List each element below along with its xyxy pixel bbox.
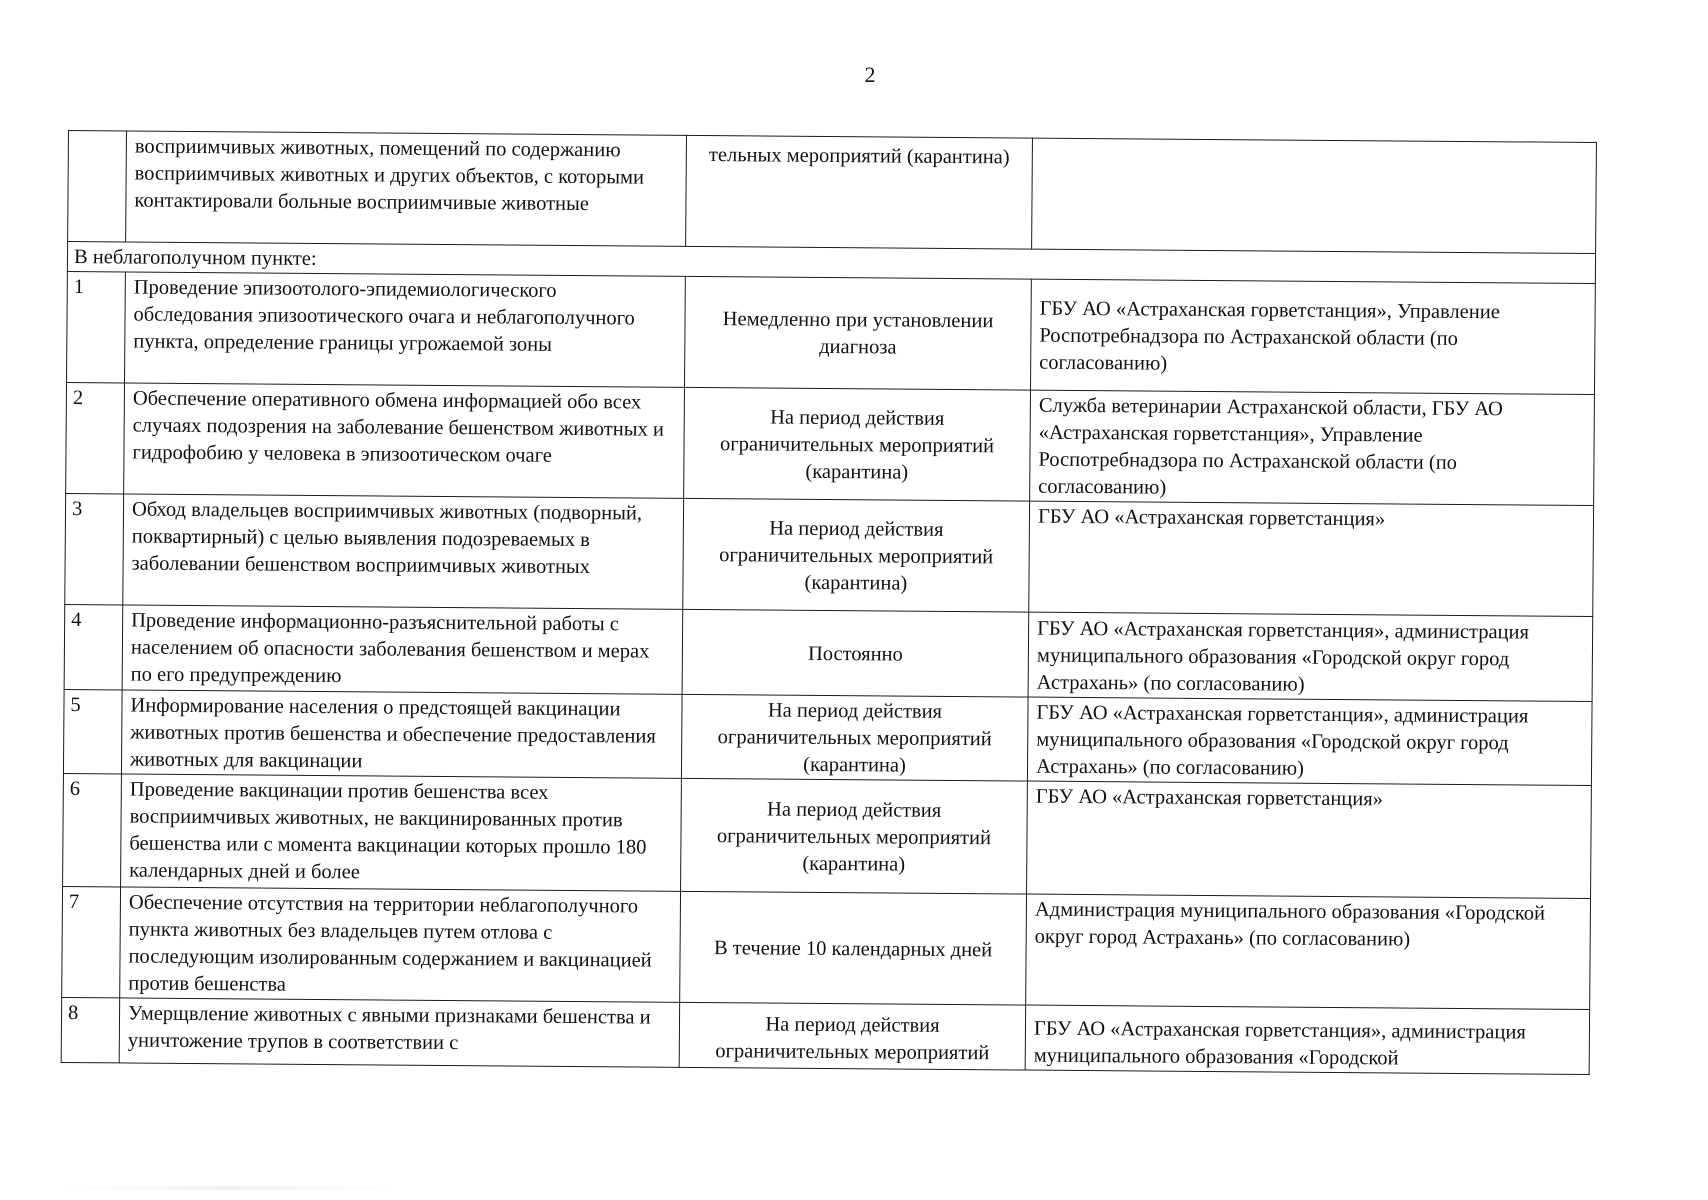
section-heading: В неблагополучном пункте: [67,242,1595,284]
action-cell: восприимчивых животных, помещений по содержанию восприимчивых животных и других объектов, с которыми контактировали больные восприимчивые животные [126,131,687,246]
scan-artifact [60,1186,400,1190]
table-row [63,773,1592,898]
row-number-cell: 5 [63,689,122,773]
row-number-cell: 1 [67,271,126,382]
responsible-cell: ГБУ АО «Астраханская горветстанция» [1027,781,1592,898]
table-row [67,271,1596,394]
term-cell: Постоянно [682,609,1029,697]
row-number-cell: 7 [62,886,121,997]
action-cell: Проведение информационно-разъяснительной работы с населением об опасности заболевания бешенством и мерах по его предупреждению [122,605,683,694]
action-cell: Проведение вакцинации против бешенства всех восприимчивых животных, не вакцинированных против бешенства или с момента вакцинации которых прошло 180 календарных дней и более [121,774,682,891]
term-cell: На период действия ограничительных мероприятий (карантина) [683,498,1030,612]
table-row-continuation [68,131,1597,254]
term-cell: На период действия ограничительных мероприятий (карантина) [684,387,1031,501]
responsible-cell: ГБУ АО «Астраханская горветстанция», администрация муниципального образования «Городской округ город Астрахань» (по согласованию) [1028,612,1593,701]
table-row [61,997,1589,1074]
action-cell: Проведение эпизоотолого-эпидемиологического обследования эпизоотического очага и неблагополучного пункта, определение границы угрожаемой зоны [125,272,686,387]
responsible-cell: ГБУ АО «Астраханская горветстанция», Управление Роспотребнадзора по Астраханской области (по согласованию) [1030,279,1595,394]
responsible-cell: Служба ветеринарии Астраханской области, ГБУ АО «Астраханская горветстанция», Управление Роспотребнадзора по Астраханской области (по согласованию) [1030,390,1595,505]
action-cell: Обход владельцев восприимчивых животных (подворный, поквартирный) с целью выявления подозреваемых в заболевании бешенством восприимчивых животных [123,494,684,609]
table-row [66,382,1595,505]
term-cell: На период действия ограничительных мероприятий (карантина) [681,778,1028,894]
row-number-cell: 2 [66,382,125,493]
responsible-cell [1032,138,1597,253]
row-number-cell: 3 [65,493,124,604]
action-cell: Информирование населения о предстоящей вакцинации животных против бешенства и обеспечение предоставления животных для вакцинации [121,690,682,778]
row-number-cell: 8 [61,997,120,1062]
term-cell: В течение 10 календарных дней [680,891,1027,1005]
action-cell: Обеспечение отсутствия на территории неблагополучного пункта животных без владельцев путем отлова с последующим изолированным содержанием и вакцинацией против бешенства [120,887,681,1002]
row-number-cell: 6 [63,773,122,886]
table-row [64,604,1593,701]
responsible-cell: ГБУ АО «Астраханская горветстанция», администрация муниципального образования «Городской [1025,1005,1589,1074]
page-number: 2 [864,62,876,87]
table-row [63,689,1592,785]
term-cell: На период действия ограничительных мероприятий [679,1002,1025,1070]
action-cell: Обеспечение оперативного обмена информацией обо всех случаях подозрения на заболевание бешенством животных и гидрофобию у человека в эпизоотическом очаге [124,383,685,498]
term-cell: На период действия ограничительных мероприятий (карантина) [681,694,1028,781]
row-number-cell: 4 [64,604,123,689]
table-row [65,493,1594,616]
measures-table [61,130,1597,1075]
responsible-cell: ГБУ АО «Астраханская горветстанция» [1029,501,1594,616]
row-number-cell [68,131,127,242]
action-cell: Умерщвление животных с явными признаками бешенства и уничтожение трупов в соответствии с [119,998,679,1067]
table-row [62,886,1591,1009]
responsible-cell: ГБУ АО «Астраханская горветстанция», администрация муниципального образования «Городской округ город Астрахань» (по согласованию) [1027,697,1592,785]
term-cell: Немедленно при установлении диагноза [684,276,1031,390]
responsible-cell: Администрация муниципального образования «Городской округ город Астрахань» (по согласованию) [1026,894,1591,1009]
term-cell: тельных мероприятий (карантина) [686,135,1033,249]
